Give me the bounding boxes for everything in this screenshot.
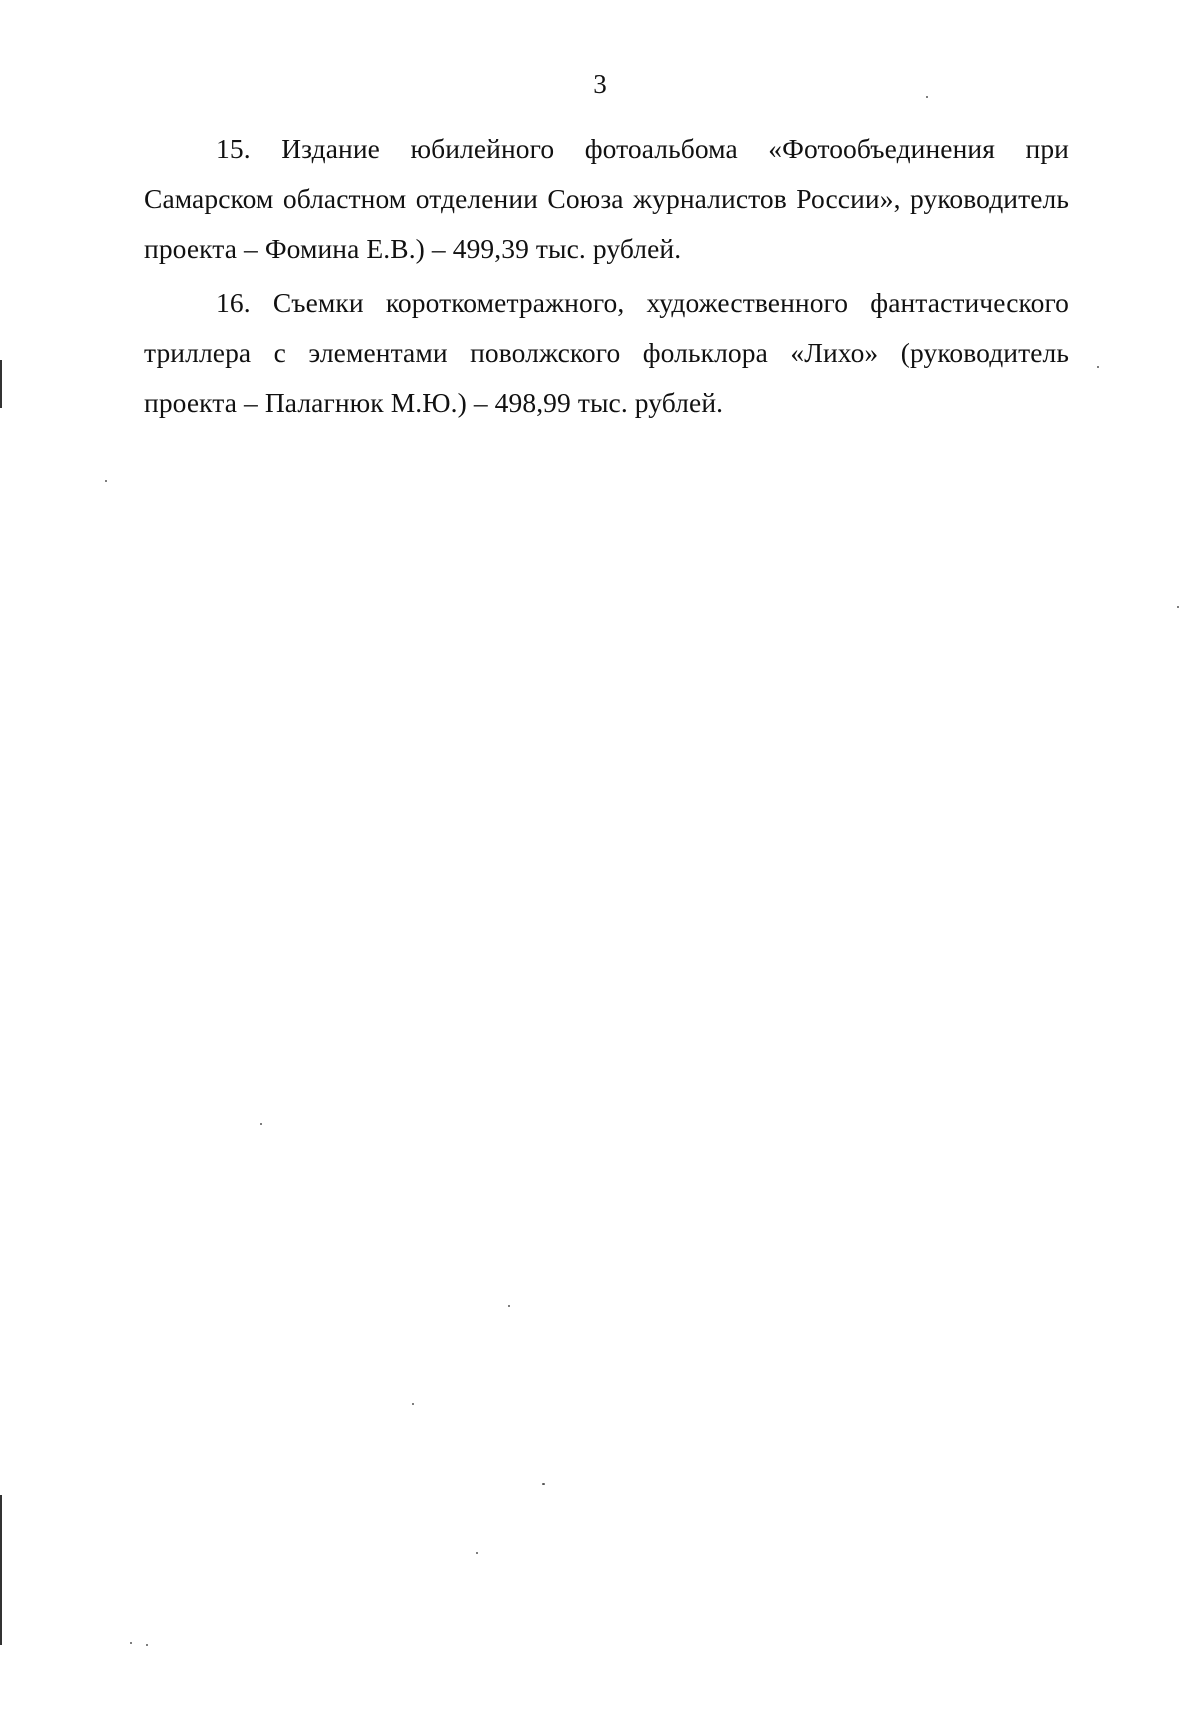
scan-speck (508, 1305, 510, 1307)
scan-speck (542, 1483, 545, 1485)
scan-edge-mark (0, 360, 2, 408)
scan-speck (260, 1123, 262, 1125)
scan-speck (412, 1403, 414, 1405)
scan-edge-mark (0, 1495, 2, 1645)
scan-speck (476, 1552, 478, 1554)
scan-speck (146, 1644, 148, 1646)
scan-speck (130, 1642, 132, 1644)
document-body (144, 124, 1069, 432)
scan-speck (105, 480, 107, 482)
scan-speck (1177, 606, 1179, 608)
paragraph-item-16: 16. Съемки короткометражного, художественного фантастического триллера с элементами поволжского фольклора «Лихо» (руководитель проекта – Палагнюк М.Ю.) – 498,99 тыс. рублей. (144, 287, 1069, 418)
paragraph-item-15: 15. Издание юбилейного фотоальбома «Фотообъединения при Самарском областном отделении Союза журналистов России», руководитель проекта – Фомина Е.В.) – 499,39 тыс. рублей. (144, 133, 1069, 264)
scan-speck (926, 96, 928, 98)
scan-speck (1097, 366, 1099, 368)
page-number: 3 (593, 69, 607, 99)
